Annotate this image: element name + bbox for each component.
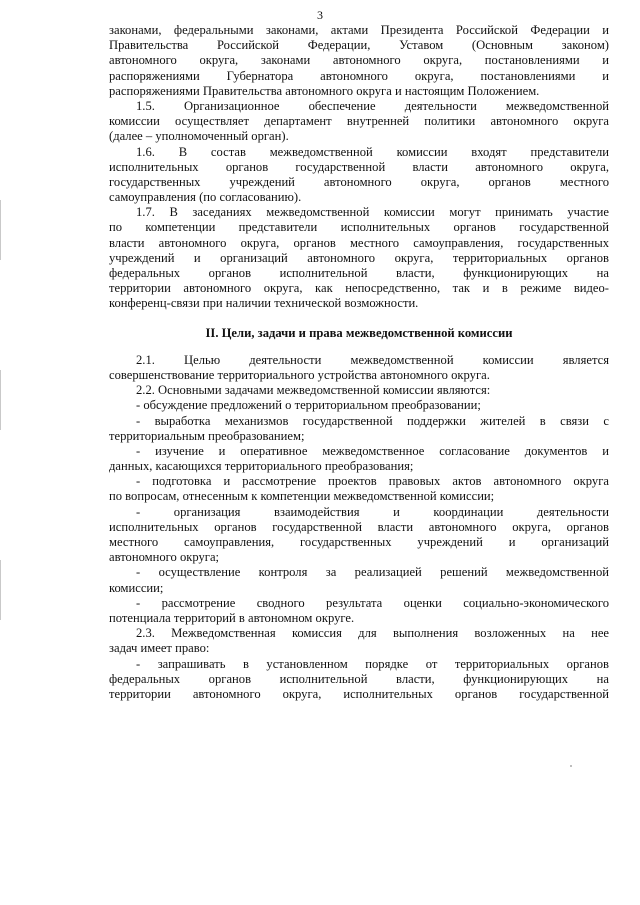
text-line: самоуправления (по согласованию). — [109, 190, 302, 205]
text-line: территориальным преобразованием; — [109, 428, 305, 443]
text-line: распоряжениями Правительства автономного округа и настоящим Положением. — [109, 83, 540, 98]
text-line: (далее – уполномоченный орган). — [109, 129, 289, 144]
text-line: территории автономного округа, как непосредственно, так и в режиме видео- — [109, 281, 609, 296]
text-line: 1.6. В состав межведомственной комиссии входят представители — [136, 144, 609, 159]
section-heading: II. Цели, задачи и права межведомственной комиссии — [205, 325, 513, 340]
text-line: законами, федеральными законами, актами Президента Российской Федерации и — [109, 23, 609, 37]
text-line: комиссии; — [109, 580, 164, 595]
text-line: - обсуждение предложений о территориальном преобразовании; — [136, 398, 481, 413]
text-line: конференц-связи при наличии технической возможности. — [109, 296, 419, 311]
text-line: - запрашивать в установленном порядке от территориальных органов — [136, 656, 609, 671]
text-line: потенциала территорий в автономном округе. — [109, 610, 355, 625]
document-body — [0, 23, 640, 702]
text-line: по вопросам, отнесенным к компетенции межведомственной комиссии; — [109, 489, 495, 504]
text-line: - рассмотрение сводного результата оценки социально-экономического — [136, 595, 609, 610]
text-line: 1.5. Организационное обеспечение деятельности межведомственной — [136, 98, 609, 113]
text-line: автономного округа; — [109, 550, 220, 565]
text-line: совершенствование территориального устройства автономного округа. — [109, 367, 490, 382]
text-line: - организация взаимодействия и координации деятельности — [136, 504, 609, 519]
text-line: - выработка механизмов государственной поддержки жителей в связи с — [136, 413, 609, 428]
section-2-paragraphs — [0, 353, 640, 702]
section-1-paragraphs — [0, 23, 640, 312]
text-line: 2.3. Межведомственная комиссия для выполнения возложенных на нее — [136, 626, 609, 641]
text-line: 2.2. Основными задачами межведомственной комиссии являются: — [136, 383, 491, 398]
text-line: Правительства Российской Федерации, Уставом (Основным законом) — [109, 38, 609, 53]
text-line: по компетенции представители исполнительных органов государственной — [109, 220, 609, 235]
text-line: учреждений и организаций автономного округа, территориальных органов — [109, 250, 609, 265]
scan-speck — [570, 765, 572, 767]
text-line: автономного округа, законами автономного округа, постановлениями и — [109, 53, 609, 68]
text-line: государственных учреждений автономного округа, органов местного — [109, 174, 609, 189]
text-line: федеральных органов исполнительной власти, функционирующих на — [109, 266, 609, 280]
text-line: 2.1. Целью деятельности межведомственной комиссии является — [136, 352, 609, 367]
text-line: федеральных органов исполнительной власти, функционирующих на — [109, 671, 609, 686]
text-line: - осуществление контроля за реализацией решений межведомственной — [136, 565, 609, 580]
text-line: исполнительных органов государственной власти автономного округа, — [109, 159, 609, 174]
text-line: - подготовка и рассмотрение проектов правовых актов автономного округа — [136, 474, 609, 489]
page-number: 3 — [317, 8, 323, 22]
text-line: власти автономного округа, органов местного самоуправления, государственных — [109, 235, 609, 250]
text-line: исполнительных органов государственной власти автономного округа, органов — [109, 519, 609, 534]
text-line: комиссии осуществляет департамент внутренней политики автономного округа — [109, 114, 609, 129]
text-line: территории автономного округа, исполнительных органов государственной — [109, 686, 609, 701]
text-line: местного самоуправления, государственных учреждений и организаций — [109, 535, 609, 549]
text-line: 1.7. В заседаниях межведомственной комиссии могут принимать участие — [136, 205, 609, 220]
text-line: распоряжениями Губернатора автономного округа, постановлениями и — [109, 68, 609, 83]
text-line: - изучение и оперативное межведомственное согласование документов и — [136, 443, 609, 458]
text-line: данных, касающихся территориального преобразования; — [109, 459, 414, 474]
text-line: задач имеет право: — [109, 641, 210, 656]
